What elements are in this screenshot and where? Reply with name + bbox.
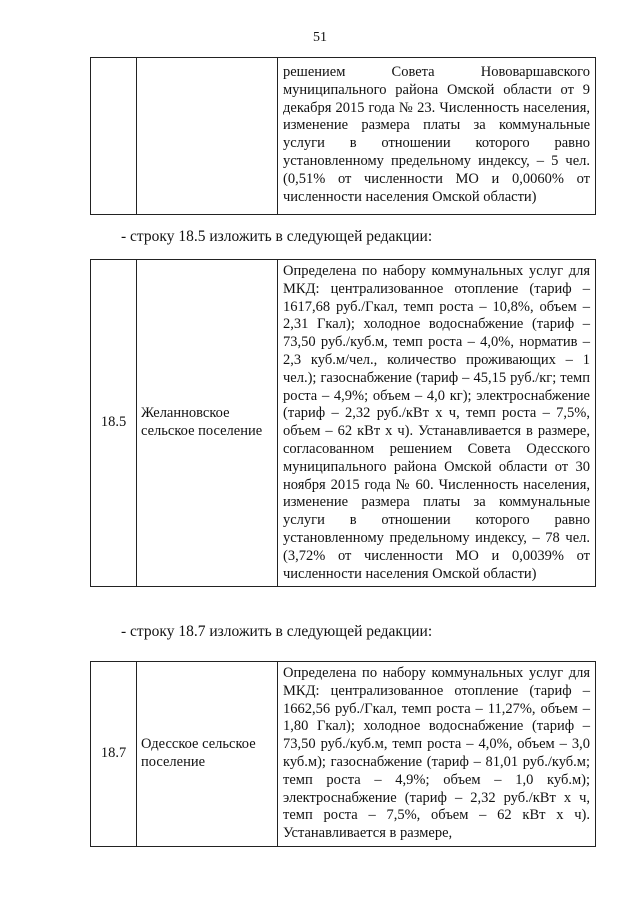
page-number: 51 (313, 30, 327, 45)
table-row-18-5 (90, 259, 596, 587)
instruction-text: - строку 18.5 изложить в следующей редакции: (121, 228, 433, 245)
description-cell: решением Совета Нововаршавского муниципального района Омской области от 9 декабря 2015 года № 23. Численность населения, изменение размера платы за коммунальные услуги в отношении которого равно установленному предельному индексу, – 5 чел. (0,51% от численности МО и 0,0060% от численности населения Омской области) (278, 58, 596, 215)
table-row (91, 260, 596, 587)
settlement-name-cell (137, 58, 278, 215)
row-number-cell: 18.5 (91, 260, 137, 587)
instruction-text: - строку 18.7 изложить в следующей редакции: (121, 623, 433, 640)
table-row (91, 58, 596, 215)
table-continuation (90, 57, 596, 215)
settlement-name-cell: Желанновское сельское поселение (137, 260, 278, 587)
settlement-name-cell: Одесское сельское поселение (137, 662, 278, 847)
table-row-18-7 (90, 661, 596, 847)
row-number-cell: 18.7 (91, 662, 137, 847)
description-cell: Определена по набору коммунальных услуг для МКД: централизованное отопление (тариф – 1617,68 руб./Гкал, темп роста – 10,8%, объем – 2,31 Гкал); холодное водоснабжение (тариф – 73,50 руб./куб.м, темп роста – 4,0%, норматив – 2,3 куб.м/чел., количество проживающих – 1 чел.); газоснабжение (тариф – 45,15 руб./кг; темп роста – 4,9%; объем – 4,0 кг); электроснабжение (тариф – 2,32 руб./кВт х ч, темп роста – 7,5%, объем – 62 кВт х ч). Устанавливается в размере, согласованном решением Совета Одесского муниципального района Омской области от 30 ноября 2015 года № 60. Численность населения, изменение размера платы за коммунальные услуги в отношении которого равно установленному предельному индексу, – 78 чел. (3,72% от численности МО и 0,0039% от численности населения Омской области) (278, 260, 596, 587)
description-cell: Определена по набору коммунальных услуг для МКД: централизованное отопление (тариф – 1662,56 руб./Гкал, темп роста – 11,27%, объем – 1,80 Гкал); холодное водоснабжение (тариф – 73,50 руб./куб.м, темп роста – 4,0%, объем – 3,0 куб.м); газоснабжение (тариф – 81,01 руб./куб.м; темп роста – 4,9%; объем – 1,0 куб.м); электроснабжение (тариф – 2,32 руб./кВт х ч, темп роста – 7,5%, объем – 62 кВт х ч). Устанавливается в размере, (278, 662, 596, 847)
row-number-cell (91, 58, 137, 215)
table-row (91, 662, 596, 847)
